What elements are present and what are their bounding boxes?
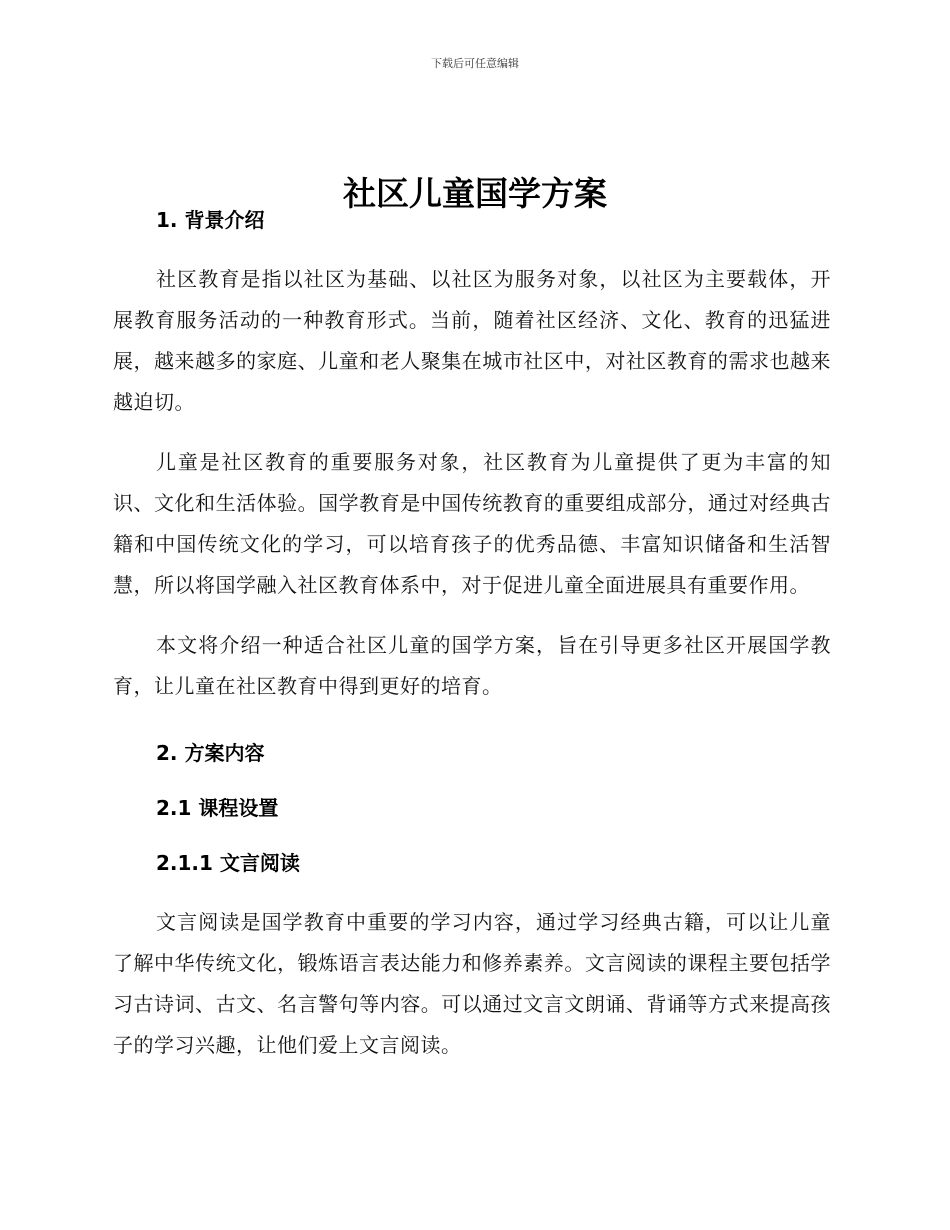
document-body xyxy=(113,200,831,1066)
subsubsection-heading-classical-reading: 2.1.1 文言阅读 xyxy=(156,851,300,875)
paragraph: 社区教育是指以社区为基础、以社区为服务对象，以社区为主要载体，开展教育服务活动的一种教育形式。当前，随着社区经济、文化、教育的迅猛进展，越来越多的家庭、儿童和老人聚集在城市社区中，对社区教育的需求也越来越迫切。 xyxy=(113,267,831,414)
header-note: 下载后可任意编辑 xyxy=(431,57,519,70)
subsection-heading-course-setup: 2.1 课程设置 xyxy=(156,796,279,820)
section-heading-plan-content: 2. 方案内容 xyxy=(156,741,265,765)
document-title: 社区儿童国学方案 xyxy=(343,174,607,214)
paragraph: 文言阅读是国学教育中重要的学习内容，通过学习经典古籍，可以让儿童了解中华传统文化，锻炼语言表达能力和修养素养。文言阅读的课程主要包括学习古诗词、古文、名言警句等内容。可以通过文言文朗诵、背诵等方式来提高孩子的学习兴趣，让他们爱上文言阅读。 xyxy=(113,910,831,1057)
paragraph: 儿童是社区教育的重要服务对象，社区教育为儿童提供了更为丰富的知识、文化和生活体验。国学教育是中国传统教育的重要组成部分，通过对经典古籍和中国传统文化的学习，可以培育孩子的优秀品德、丰富知识储备和生活智慧，所以将国学融入社区教育体系中，对于促进儿童全面进展具有重要作用。 xyxy=(113,450,831,597)
paragraph: 本文将介绍一种适合社区儿童的国学方案，旨在引导更多社区开展国学教育，让儿童在社区教育中得到更好的培育。 xyxy=(113,633,831,698)
section-heading-background: 1. 背景介绍 xyxy=(156,208,265,232)
